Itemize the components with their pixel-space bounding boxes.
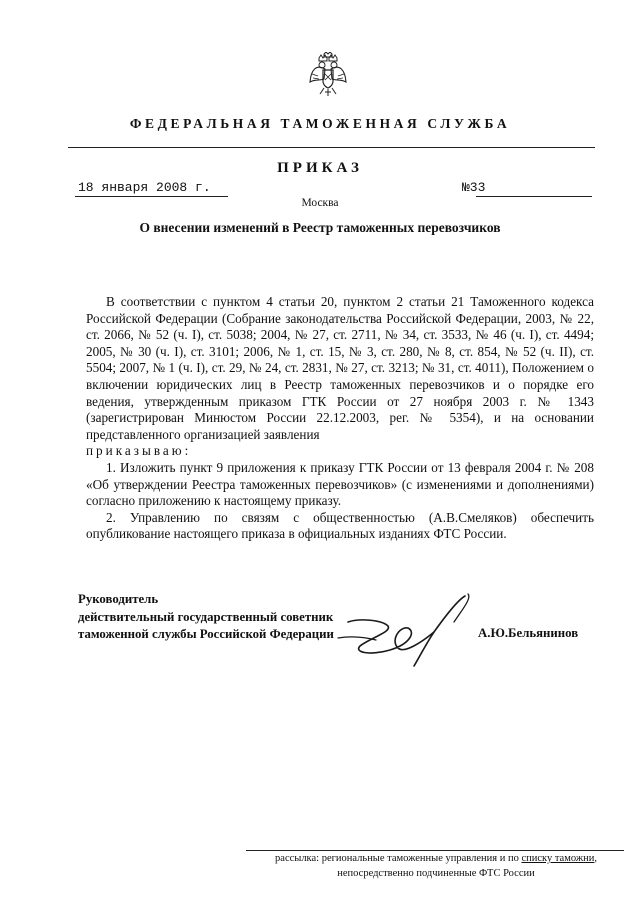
- handwritten-signature-icon: [330, 592, 480, 670]
- order-number: №33: [462, 180, 486, 195]
- preamble-paragraph: В соответствии с пунктом 4 статьи 20, пунктом 2 статьи 21 Таможенного кодекса Российской Федерации (Собрание законодательства Российской Федерации, 2003, № 22, ст. 2066, № 52 (ч. I), ст. 5038; 2004, № 27, ст. 2711, № 34, ст. 3533, № 46 (ч. I), ст. 4494; 2005, № 30 (ч. I), ст. 3101; 2006, № 1, ст. 15, № 3, ст. 280, № 8, ст. 854, № 52 (ч. II), ст. 5504; 2007, № 1 (ч. I), ст. 29, № 24, ст. 2831, № 27, ст. 3213; № 31, ст. 4011), Положением о включении юридических лиц в Реестр таможенных перевозчиков и о порядке его ведения, утвержденным приказом ГТК России от 27 ноября 2003 г. № 1343 (зарегистрирован Минюстом России 22.12.2003, рег. № 5354), и на основании представленного организацией заявления: [86, 294, 594, 442]
- distribution-line-2: непосредственно подчиненные ФТС России: [337, 867, 535, 879]
- order-keyword: приказываю:: [86, 443, 192, 459]
- distribution-list: [246, 852, 626, 881]
- order-body: [86, 294, 594, 543]
- order-date: 18 января 2008 г.: [78, 180, 211, 195]
- order-place: Москва: [301, 197, 339, 209]
- signatory-title-line-2: действительный государственный советник: [78, 609, 334, 624]
- signatory-title-line-1: Руководитель: [78, 592, 159, 606]
- signatory-name: А.Ю.Бельянинов: [478, 626, 579, 640]
- distribution-line-1: [246, 852, 626, 867]
- header-divider: [68, 147, 595, 148]
- distribution-suffix: ,: [594, 853, 597, 864]
- order-subject: О внесении изменений в Реестр таможенных перевозчиков: [139, 220, 501, 235]
- signatory-title-block: [78, 591, 334, 644]
- agency-name: ФЕДЕРАЛЬНАЯ ТАМОЖЕННАЯ СЛУЖБА: [129, 116, 511, 131]
- double-headed-eagle-emblem-icon: [308, 52, 348, 98]
- distribution-prefix: рассылка: региональные таможенные управления и по: [275, 853, 522, 864]
- order-item-2: 2. Управлению по связям с общественностью (А.В.Смеляков) обеспечить опубликование настоящего приказа в официальных изданиях ФТС России.: [86, 509, 594, 542]
- distribution-divider: [246, 850, 624, 851]
- signatory-title-line-3: таможенной службы Российской Федерации: [78, 627, 334, 641]
- order-item-1: 1. Изложить пункт 9 приложения к приказу ГТК России от 13 февраля 2004 г. № 208 «Об утверждении Реестра таможенных перевозчиков» (с изменениями и дополнениями) согласно приложению к настоящему приказу.: [86, 459, 594, 509]
- document-type: ПРИКАЗ: [277, 160, 363, 176]
- distribution-list-link: списку таможни: [521, 853, 595, 864]
